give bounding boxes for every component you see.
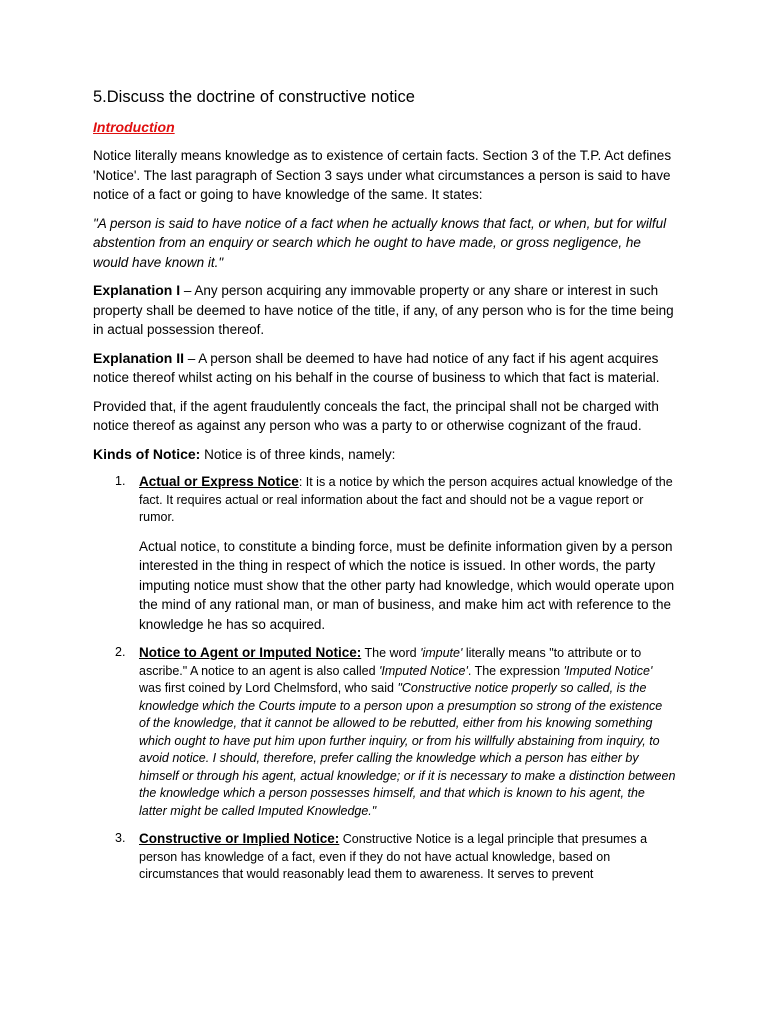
imputed-italic-1: 'impute': [420, 646, 463, 660]
explanation-one: [93, 281, 676, 340]
kinds-label: Kinds of Notice:: [93, 445, 201, 462]
constructive-notice-text: Constructive Notice is a legal principle that presumes a person has knowledge of a fact, even if they do not have actual knowledge, based on circumstances that would reasonably lead them to awareness. It serves to prevent: [139, 832, 648, 881]
proviso-paragraph: Provided that, if the agent fraudulently conceals the fact, the principal shall not be charged with notice thereof as against any person who was a party to or otherwise cognizant of the fraud.: [93, 398, 659, 433]
intro-paragraph: Notice literally means knowledge as to existence of certain facts. Section 3 of the T.P. Act defines 'Notice'. The last paragraph of Section 3 says under what circumstances a person is said to have notice of a fact or going to have knowledge of the same. It states:: [93, 148, 672, 202]
actual-notice-definition: [139, 473, 676, 527]
imputed-notice-definition: [139, 644, 676, 820]
actual-notice-text: : It is a notice by which the person acquires actual knowledge of the fact. It requires actual or real information about the fact and should not be a vague report or rumor.: [139, 475, 673, 524]
question-heading: 5.Discuss the doctrine of constructive notice: [93, 88, 415, 106]
imputed-text-3: . The expression: [467, 663, 564, 678]
imputed-text-1: The word: [361, 646, 421, 660]
constructive-notice-definition: [139, 830, 676, 884]
chelmsford-quote: "Constructive notice properly so called, is the knowledge which the Courts impute to a person upon a presumption so strong of the existence of the knowledge, that it cannot be allowed to be rebutted, either from his knowing something which ought to have put him upon further inquiry, or from his willfully abstaining from inquiry, to avoid notice. I should, therefore, prefer calling the knowledge which a person has either by himself or through his agent, actual knowledge; or if it is necessary to make a distinction between the knowledge which a person possesses himself, and that which is known to his agent, the latter might be called Imputed Knowledge.": [139, 681, 676, 818]
kinds-text: Notice is of three kinds, namely:: [200, 446, 396, 462]
explanation-two-label: Explanation II: [93, 349, 185, 366]
imputed-text-4: was first coined by Lord Chelmsford, who said: [139, 681, 398, 695]
imputed-italic-3: 'Imputed Notice': [563, 663, 653, 678]
list-number: 2.: [115, 645, 126, 659]
list-number: 1.: [115, 474, 126, 488]
explanation-two-text: – A person shall be deemed to have had notice of any fact if his agent acquires notice thereof whilst acting on his behalf in the course of business to which that fact is material.: [93, 350, 660, 385]
list-item-constructive-notice: [93, 830, 676, 884]
explanation-one-label: Explanation I: [93, 282, 181, 298]
section-quote: "A person is said to have notice of a fact when he actually knows that fact, or when, but for wilful abstention from an enquiry or search which he ought to have made, or gross negligence, he would have known it.": [93, 215, 667, 270]
list-item-actual-notice: [93, 473, 676, 634]
imputed-italic-2: 'Imputed Notice': [379, 663, 468, 678]
list-number: 3.: [115, 831, 126, 845]
explanation-one-text: – Any person acquiring any immovable property or any share or interest in such property shall be deemed to have notice of the title, if any, of any person who is for the time being in actual possession thereof.: [93, 283, 674, 337]
explanation-two: [93, 349, 676, 388]
actual-notice-title: Actual or Express Notice: [139, 474, 299, 489]
actual-notice-detail: Actual notice, to constitute a binding force, must be definite information given by a person interested in the thing in respect of which the notice is issued. In other words, the party imputing notice must show that the other party had knowledge, which would operate upon the mind of any rational man, or man of business, and make him act with reference to the knowledge he has so acquired.: [139, 538, 675, 632]
list-item-imputed-notice: [93, 644, 676, 820]
imputed-notice-title: Notice to Agent or Imputed Notice:: [139, 645, 362, 660]
constructive-notice-title: Constructive or Implied Notice:: [139, 831, 340, 846]
introduction-label: Introduction: [93, 119, 175, 135]
notice-kinds-list: [93, 473, 676, 884]
kinds-of-notice: [93, 445, 676, 465]
imputed-text-2: literally means "to attribute or to ascribe." A notice to an agent is also called: [139, 646, 642, 678]
